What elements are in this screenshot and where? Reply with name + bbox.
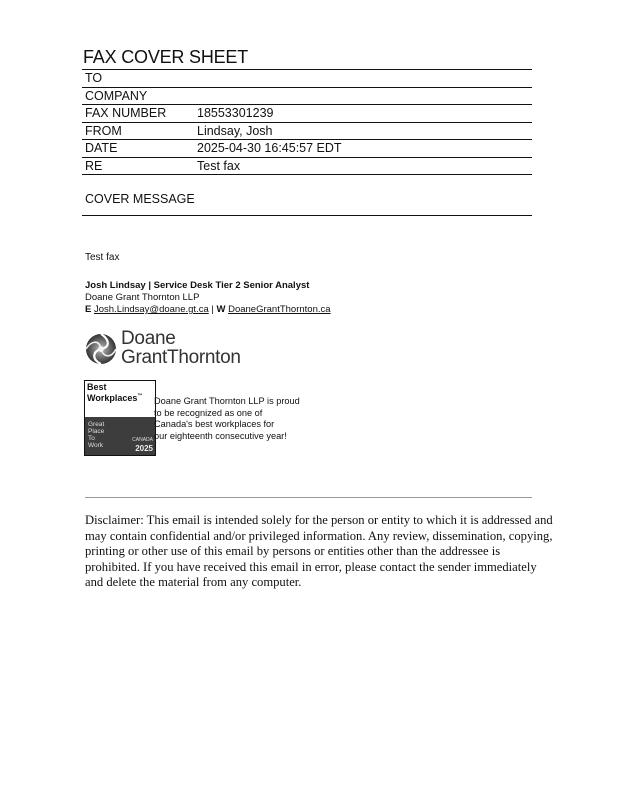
company-logo [85,330,265,368]
web-prefix: W [216,304,226,315]
badge-gptw-panel [85,417,155,455]
field-value-from: Lindsay, Josh [194,122,532,140]
page-title: FAX COVER SHEET [83,47,249,67]
badge-country: CANADA [132,437,153,443]
field-key-re: RE [82,157,194,175]
best-workplaces-badge [84,380,156,456]
fax-fields-table [82,69,532,175]
cover-message-body: Test fax [85,252,120,263]
table-row [82,87,532,105]
table-row [82,105,532,123]
grant-thornton-swirl-icon [85,333,117,365]
signature-company: Doane Grant Thornton LLP [85,292,200,303]
signature-name-title: Josh Lindsay | Service Desk Tier 2 Senior Analyst [85,280,310,291]
table-row [82,70,532,88]
field-value-company [194,87,532,105]
field-value-date: 2025-04-30 16:45:57 EDT [194,140,532,158]
badge-title [87,383,142,403]
badge-gptw-text: Great Place To Work [88,421,105,449]
badge-line-1: Best [87,382,107,392]
field-key-company: COMPANY [82,87,194,105]
email-signature [85,280,331,316]
logo-line-1: Doane [121,328,176,349]
website-link[interactable]: DoaneGrantThornton.ca [228,304,331,315]
field-key-to: TO [82,70,194,88]
logo-line-2: GrantThornton [121,347,241,368]
field-key-fax-number: FAX NUMBER [82,105,194,123]
divider [82,215,532,216]
divider [85,497,532,498]
email-prefix: E [85,304,92,315]
badge-line-2: Workplaces™ [87,393,143,403]
table-row [82,140,532,158]
table-row [82,157,532,175]
field-value-fax-number: 18553301239 [194,105,532,123]
contact-separator: | [211,304,214,315]
field-value-re: Test fax [194,157,532,175]
field-key-from: FROM [82,122,194,140]
cover-message-heading: COVER MESSAGE [85,192,195,206]
email-link[interactable]: Josh.Lindsay@doane.gt.ca [93,304,209,315]
field-key-date: DATE [82,140,194,158]
logo-text [121,329,241,367]
field-value-to [194,70,532,88]
table-row [82,122,532,140]
disclaimer-text: Disclaimer: This email is intended solely for the person or entity to which it is addressed and may contain confidential and/or privileged information. Any review, dissemination, copying, printing or other use of this email by persons or entities other than the addressee is prohibited. If you have received this email in error, please contact the sender immediately and delete the material from any computer. [85,513,553,590]
award-text: Doane Grant Thornton LLP is proud to be recognized as one of Canada's best workplaces for our eighteenth consecutive year! [154,396,300,441]
signature-contact [85,304,331,316]
badge-year: 2025 [135,444,153,453]
